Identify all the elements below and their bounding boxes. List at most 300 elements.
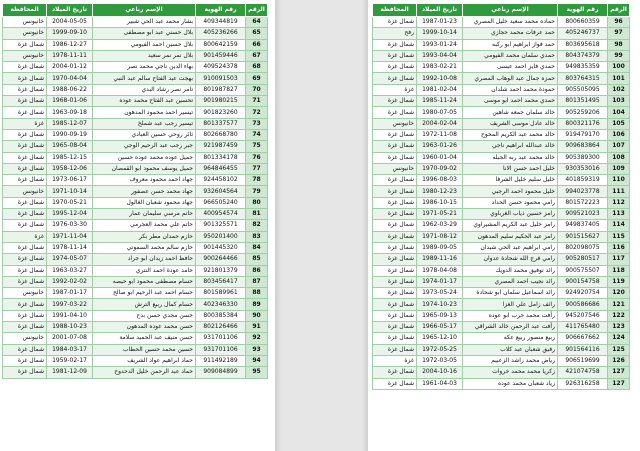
table-row (373, 118, 630, 129)
governorate: شمال غزة (373, 378, 417, 389)
id-number: 949835359 (558, 62, 608, 73)
row-number: 66 (246, 39, 268, 50)
id-number: 411765480 (558, 322, 608, 333)
table-row (3, 322, 268, 333)
governorate: شمال غزة (373, 186, 417, 197)
governorate: شمال غزة (373, 276, 417, 287)
id-number: 900586686 (558, 299, 608, 310)
birth-date: 1980-12-23 (417, 186, 463, 197)
table-row (3, 163, 268, 174)
full-name: بلال نمر نمر سعيد (93, 50, 196, 61)
id-number: 932604564 (196, 186, 246, 197)
id-number: 800321176 (558, 118, 608, 129)
table-row (3, 50, 268, 61)
governorate: خانيونس (373, 163, 417, 174)
table-row (3, 288, 268, 299)
table-row (3, 141, 268, 152)
table-row (373, 310, 630, 321)
id-number: 400954574 (196, 209, 246, 220)
table-row (3, 28, 268, 39)
governorate: شمال غزة (3, 367, 47, 378)
row-number: 67 (246, 50, 268, 61)
table-row (3, 186, 268, 197)
governorate: شمال غزة (3, 84, 47, 95)
full-name: حمد عرفات محمد حجازي (463, 28, 558, 39)
birth-date: 1972-03-05 (417, 355, 463, 366)
birth-date: 1985-12-07 (47, 118, 93, 129)
full-name: جهاد محمد حسن عصفور (93, 186, 196, 197)
birth-date: 1995-12-04 (47, 209, 93, 220)
row-number: 113 (608, 209, 630, 220)
id-number: 910091503 (196, 73, 246, 84)
header-num: الرقم (246, 4, 268, 17)
full-name: تحسين عبد الفتاح محمد عوده (93, 96, 196, 107)
full-name: حماد عبد الرحمن خليل الدحدوح (93, 367, 196, 378)
governorate: شمال غزة (3, 276, 47, 287)
header-num: الرقم (608, 4, 630, 17)
row-number: 106 (608, 129, 630, 140)
row-number: 74 (246, 129, 268, 140)
row-number: 104 (608, 107, 630, 118)
governorate: شمال غزة (373, 50, 417, 61)
birth-date: 1963-09-18 (47, 107, 93, 118)
table-row (3, 39, 268, 50)
birth-date: 2004-01-12 (47, 62, 93, 73)
id-number: 900264466 (196, 254, 246, 265)
governorate: خانيونس (3, 186, 47, 197)
birth-date: 1988-10-23 (47, 322, 93, 333)
table-row (373, 186, 630, 197)
row-number: 80 (246, 197, 268, 208)
full-name: حافظ احمد زيدان ابو جراد (93, 254, 196, 265)
row-number: 110 (608, 175, 630, 186)
birth-date: 1978-11-11 (47, 50, 93, 61)
id-number: 801337577 (196, 118, 246, 129)
birth-date: 1966-05-17 (417, 322, 463, 333)
full-name: ربيع منصور ربيع عكه (463, 333, 558, 344)
row-number: 86 (246, 265, 268, 276)
birth-date: 1993-04-04 (417, 50, 463, 61)
governorate: خانيونس (373, 118, 417, 129)
birth-date: 1999-10-14 (417, 28, 463, 39)
birth-date: 1978-11-14 (47, 242, 93, 253)
governorate: شمال غزة (3, 96, 47, 107)
id-number: 950201400 (196, 231, 246, 242)
id-number: 802668780 (196, 129, 246, 140)
birth-date: 1987-01-17 (47, 288, 93, 299)
full-name: حمزه جمال عبد الوهاب المصري (463, 73, 558, 84)
governorate: شمال غزة (373, 17, 417, 28)
id-number: 924458102 (196, 175, 246, 186)
id-number: 901564116 (558, 344, 608, 355)
id-number: 905280517 (558, 254, 608, 265)
birth-date: 1992-10-08 (417, 73, 463, 84)
row-number: 96 (608, 17, 630, 28)
id-number: 911492189 (196, 355, 246, 366)
birth-date: 1973-06-17 (47, 175, 93, 186)
table-row (373, 50, 630, 61)
id-number: 901515627 (558, 231, 608, 242)
governorate: شمال غزة (373, 288, 417, 299)
table-row (3, 118, 268, 129)
row-number: 114 (608, 220, 630, 231)
full-name: خالد عادل موسى الشريف (463, 118, 558, 129)
row-number: 102 (608, 84, 630, 95)
full-name: رامز حسين ذياب الغرباوي (463, 209, 558, 220)
governorate: شمال غزة (373, 129, 417, 140)
governorate: شمال غزة (373, 265, 417, 276)
table-row (3, 231, 268, 242)
row-number: 72 (246, 107, 268, 118)
birth-date: 1981-12-09 (47, 367, 93, 378)
table-row (3, 344, 268, 355)
birth-date: 1980-07-05 (417, 107, 463, 118)
governorate: شمال غزة (3, 73, 47, 84)
birth-date: 2004-05-05 (47, 17, 93, 28)
table-row (3, 152, 268, 163)
row-number: 126 (608, 355, 630, 366)
governorate: شمال غزة (3, 254, 47, 265)
birth-date: 1971-11-04 (47, 231, 93, 242)
table-row (373, 344, 630, 355)
id-number: 905389300 (558, 152, 608, 163)
row-number: 70 (246, 84, 268, 95)
full-name: رامي فرج الله شحادة عدوان (463, 254, 558, 265)
birth-date: 1970-05-21 (47, 197, 93, 208)
table-row (373, 197, 630, 208)
birth-date: 1999-09-10 (47, 28, 93, 39)
full-name: رامز خليل عبد الكريم المشيراوي (463, 220, 558, 231)
birth-date: 1983-02-21 (417, 62, 463, 73)
id-number: 803456417 (196, 276, 246, 287)
full-name: رأفت عبد الرحمن خالد الشراقي (463, 322, 558, 333)
full-name: ثائر روحي حسين العبادي (93, 129, 196, 140)
full-name: رامي ابراهيم عبد الحي شيدان (463, 242, 558, 253)
full-name: جميل عوده محمد عوده حسين (93, 152, 196, 163)
birth-date: 1976-03-30 (47, 220, 93, 231)
id-number: 909084899 (196, 367, 246, 378)
full-name: حاتم علي محمد العجرمي (93, 220, 196, 231)
row-number: 93 (246, 344, 268, 355)
row-number: 87 (246, 276, 268, 287)
row-number: 94 (246, 355, 268, 366)
full-name: خالد محمد عبد ربه الجبله (463, 152, 558, 163)
birth-date: 1971-10-14 (47, 186, 93, 197)
full-name: رائف زامل علي الغزا (463, 299, 558, 310)
governorate: خانيونس (3, 50, 47, 61)
full-name: حازم سالم محمد السموني (93, 242, 196, 253)
right-page (368, 0, 640, 451)
birth-date: 1997-03-22 (47, 299, 93, 310)
id-number: 900154758 (558, 276, 608, 287)
id-number: 966505240 (196, 197, 246, 208)
governorate: خانيونس (3, 333, 47, 344)
row-number: 99 (608, 50, 630, 61)
governorate: شمال غزة (3, 322, 47, 333)
table-row (373, 299, 630, 310)
table-row (373, 39, 630, 50)
full-name: زكريا محمد محمد خروات (463, 367, 558, 378)
birth-date: 1965-09-13 (417, 310, 463, 321)
governorate: غزة (373, 355, 417, 366)
table-row (3, 355, 268, 366)
row-number: 71 (246, 96, 268, 107)
table-row (3, 254, 268, 265)
row-number: 97 (608, 28, 630, 39)
table-row (373, 84, 630, 95)
table-row (3, 84, 268, 95)
id-number: 405236266 (196, 28, 246, 39)
full-name: حمدي فايز احمد عيسى (463, 62, 558, 73)
governorate: شمال غزة (3, 39, 47, 50)
full-name: بشار محمد عبد الحي شبير (93, 17, 196, 28)
table-row (3, 310, 268, 321)
table-row (3, 175, 268, 186)
table-row (373, 163, 630, 174)
table-row (3, 333, 268, 344)
full-name: تيسير رجب عبد شملخ (93, 118, 196, 129)
row-number: 107 (608, 141, 630, 152)
row-number: 88 (246, 288, 268, 299)
birth-date: 1992-02-02 (47, 276, 93, 287)
table-row (373, 62, 630, 73)
full-name: حسن محمد عوده المدهون (93, 322, 196, 333)
full-name: رامي محمود حسن الحداد (463, 197, 558, 208)
governorate: شمال غزة (373, 209, 417, 220)
id-number: 804374379 (558, 50, 608, 61)
row-number: 116 (608, 242, 630, 253)
row-number: 77 (246, 163, 268, 174)
governorate: شمال غزة (373, 254, 417, 265)
id-number: 801572223 (558, 197, 608, 208)
id-number: 405246737 (558, 28, 608, 39)
table-row (3, 17, 268, 28)
governorate: شمال غزة (3, 344, 47, 355)
table-row (3, 197, 268, 208)
table-row (373, 107, 630, 118)
full-name: حسن مجدي حسن بدح (93, 310, 196, 321)
row-number: 115 (608, 231, 630, 242)
table-row (373, 378, 630, 389)
id-number: 924920754 (558, 288, 608, 299)
row-number: 91 (246, 322, 268, 333)
birth-date: 1988-06-22 (47, 84, 93, 95)
row-number: 125 (608, 344, 630, 355)
id-number: 900575507 (558, 265, 608, 276)
birth-date: 1959-02-17 (47, 355, 93, 366)
governorate: شمال غزة (373, 175, 417, 186)
id-number: 921987459 (196, 141, 246, 152)
full-name: جبر رجب عبد الرحيم الوجي (93, 141, 196, 152)
governorate: شمال غزة (3, 163, 47, 174)
id-number: 901823260 (196, 107, 246, 118)
full-name: بلال حسين احمد الفيومي (93, 39, 196, 50)
birth-date: 1991-04-10 (47, 310, 93, 321)
birth-date: 1986-10-15 (417, 197, 463, 208)
birth-date: 1974-01-17 (417, 276, 463, 287)
table-row (373, 220, 630, 231)
id-number: 905505095 (558, 84, 608, 95)
governorate: شمال غزة (3, 220, 47, 231)
table-row (373, 17, 630, 28)
birth-date: 1974-05-07 (47, 254, 93, 265)
row-number: 98 (608, 39, 630, 50)
governorate: شمال غزة (373, 73, 417, 84)
full-name: جهاد محمود شعبان الغالول (93, 197, 196, 208)
full-name: تامر نصر رشاد البدي (93, 84, 196, 95)
row-number: 78 (246, 175, 268, 186)
full-name: رفيق شعبان عبد كلاب (463, 344, 558, 355)
birth-date: 1978-04-08 (417, 265, 463, 276)
row-number: 105 (608, 118, 630, 129)
birth-date: 1965-08-04 (47, 141, 93, 152)
row-number: 118 (608, 265, 630, 276)
birth-date: 1972-05-25 (417, 344, 463, 355)
full-name: رامز عبد الحكيم سليم المدهون (463, 231, 558, 242)
full-name: حماد ابراهيم عواد الشريف (93, 355, 196, 366)
id-number: 402346330 (196, 299, 246, 310)
birth-date: 1993-01-24 (417, 39, 463, 50)
full-name: زياد شعبان محمد عوده (463, 378, 558, 389)
table-row (373, 175, 630, 186)
governorate: شمال غزة (373, 299, 417, 310)
id-number: 905259206 (558, 107, 608, 118)
table-row (373, 209, 630, 220)
birth-date: 1973-05-24 (417, 288, 463, 299)
table-row (373, 141, 630, 152)
right-roster-table (372, 3, 630, 390)
id-number: 931701106 (196, 344, 246, 355)
birth-date: 1987-01-23 (417, 17, 463, 28)
table-row (373, 288, 630, 299)
row-number: 123 (608, 322, 630, 333)
governorate: شمال غزة (373, 39, 417, 50)
row-number: 89 (246, 299, 268, 310)
id-number: 930353016 (558, 163, 608, 174)
id-number: 409344819 (196, 17, 246, 28)
id-number: 949837405 (558, 220, 608, 231)
full-name: تيسير احمد محمود المدهون (93, 107, 196, 118)
governorate: شمال غزة (3, 310, 47, 321)
row-number: 122 (608, 310, 630, 321)
governorate: شمال غزة (373, 62, 417, 73)
full-name: خالد عبدالله ابراهيم ناجي (463, 141, 558, 152)
header-name: الإسم رباعي (93, 4, 196, 17)
governorate: شمال غزة (373, 141, 417, 152)
left-table-body (3, 17, 268, 379)
governorate: شمال غزة (373, 367, 417, 378)
id-number: 401859319 (558, 175, 608, 186)
birth-date: 1970-09-02 (417, 163, 463, 174)
page-shadow-left (275, 0, 281, 451)
row-number: 112 (608, 197, 630, 208)
table-row (3, 299, 268, 310)
id-number: 801987827 (196, 84, 246, 95)
birth-date: 1963-03-27 (47, 265, 93, 276)
governorate: غزة (373, 84, 417, 95)
header-dob: تاريخ الميلاد (417, 4, 463, 17)
governorate: شمال غزة (373, 322, 417, 333)
table-row (373, 276, 630, 287)
governorate: شمال غزة (3, 129, 47, 140)
full-name: رائد اسماعيل سلمان ابو شحادة (463, 288, 558, 299)
governorate: غزة (3, 118, 47, 129)
birth-date: 1962-03-29 (417, 220, 463, 231)
id-number: 800642159 (196, 39, 246, 50)
row-number: 84 (246, 242, 268, 253)
governorate: شمال غزة (3, 242, 47, 253)
birth-date: 2004-10-16 (417, 367, 463, 378)
id-number: 926316258 (558, 378, 608, 389)
header-id: رقم الهوية (196, 4, 246, 17)
birth-date: 1984-03-17 (47, 344, 93, 355)
table-row (3, 367, 268, 378)
governorate: شمال غزة (3, 152, 47, 163)
id-number: 801589961 (196, 288, 246, 299)
full-name: حسام مصطفى محمود ابو حيصه (93, 276, 196, 287)
table-row (373, 322, 630, 333)
row-number: 103 (608, 96, 630, 107)
full-name: خالد سلمان جمعه شاهين (463, 107, 558, 118)
table-row (373, 367, 630, 378)
full-name: حسام احمد عبد الرحيم ابو صالح (93, 288, 196, 299)
id-number: 901325571 (196, 220, 246, 231)
id-number: 803695618 (558, 39, 608, 50)
row-number: 108 (608, 152, 630, 163)
governorate: شمال غزة (373, 107, 417, 118)
birth-date: 1968-01-06 (47, 96, 93, 107)
row-number: 127 (608, 367, 630, 378)
row-number: 100 (608, 62, 630, 73)
id-number: 803764315 (558, 73, 608, 84)
governorate: شمال غزة (373, 220, 417, 231)
birth-date: 1961-04-03 (417, 378, 463, 389)
id-number: 906667662 (558, 333, 608, 344)
governorate: شمال غزة (3, 299, 47, 310)
table-row (373, 242, 630, 253)
row-number: 95 (246, 367, 268, 378)
header-gov: المحافظة (373, 4, 417, 17)
table-row (373, 265, 630, 276)
row-number: 117 (608, 254, 630, 265)
id-number: 801351495 (558, 96, 608, 107)
id-number: 801334178 (196, 152, 246, 163)
id-number: 802098075 (558, 242, 608, 253)
full-name: حمدي محمد احمد ابو موسى (463, 96, 558, 107)
table-row (3, 96, 268, 107)
row-number: 101 (608, 73, 630, 84)
row-number: 120 (608, 288, 630, 299)
birth-date: 1972-11-08 (417, 129, 463, 140)
row-number: 64 (246, 17, 268, 28)
row-number: 82 (246, 220, 268, 231)
table-row (373, 355, 630, 366)
id-number: 945207546 (558, 310, 608, 321)
birth-date: 1996-08-03 (417, 175, 463, 186)
full-name: حمودة محمد احمد شلدان (463, 84, 558, 95)
row-number: 121 (608, 299, 630, 310)
full-name: حماده محمد سعيد خليل المصري (463, 17, 558, 28)
governorate: شمال غزة (373, 344, 417, 355)
birth-date: 2001-07-08 (47, 333, 93, 344)
birth-date: 1989-09-05 (417, 242, 463, 253)
table-row (3, 107, 268, 118)
governorate: شمال غزة (373, 310, 417, 321)
full-name: رائد نجيب احمد المصري (463, 276, 558, 287)
row-number: 124 (608, 333, 630, 344)
row-number: 83 (246, 231, 268, 242)
full-name: حامد عودة احمد النتري (93, 265, 196, 276)
